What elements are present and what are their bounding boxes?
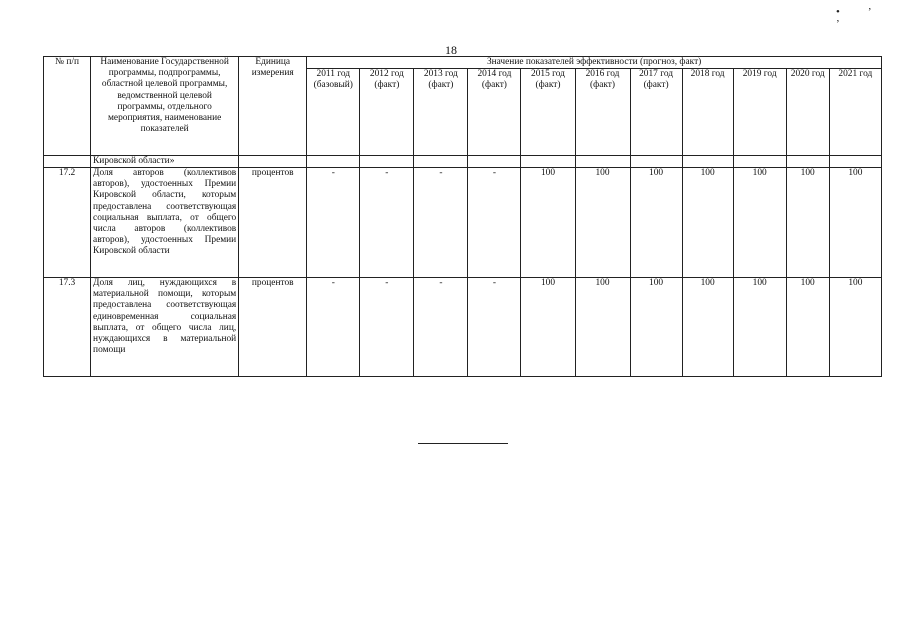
- header-year: 2013 год (факт): [414, 69, 468, 156]
- row-value: -: [468, 278, 521, 377]
- row-value: 100: [521, 168, 575, 278]
- row-value: 100: [733, 278, 786, 377]
- row-value: -: [414, 278, 468, 377]
- row-value: 100: [682, 168, 733, 278]
- row-value: -: [307, 168, 360, 278]
- row-value: -: [360, 168, 414, 278]
- table-row: [44, 278, 882, 377]
- row-value: -: [414, 168, 468, 278]
- header-year: 2015 год (факт): [521, 69, 575, 156]
- header-year: 2012 год (факт): [360, 69, 414, 156]
- header-values-group: Значение показателей эффективности (прогноз, факт): [307, 57, 882, 69]
- row-value: 100: [829, 168, 881, 278]
- row-value: 100: [786, 278, 829, 377]
- row-value: 100: [630, 278, 682, 377]
- row-unit: процентов: [239, 168, 307, 278]
- row-value: -: [360, 278, 414, 377]
- row-value: -: [468, 168, 521, 278]
- row-value: 100: [786, 168, 829, 278]
- page-number: 18: [445, 43, 457, 57]
- header-year: 2021 год: [829, 69, 881, 156]
- row-value: 100: [733, 168, 786, 278]
- header-year: 2018 год: [682, 69, 733, 156]
- header-year: 2011 год (базовый): [307, 69, 360, 156]
- header-num: № п/п: [44, 57, 91, 156]
- row-unit: процентов: [239, 278, 307, 377]
- continuation-text: Кировской области»: [91, 156, 239, 168]
- header-year: 2020 год: [786, 69, 829, 156]
- row-value: 100: [575, 278, 630, 377]
- header-year: 2017 год (факт): [630, 69, 682, 156]
- footer-rule: [418, 443, 508, 444]
- header-name: Наименование Государственной программы, подпрограммы, областной целевой программы, ведомственной целевой программы, отдельного мероприятия, наименование показателей: [91, 57, 239, 156]
- row-name: Доля авторов (коллективов авторов), удостоенных Премии Кировской области, которым предоставлена соответствующая социальная выплата, от общего числа авторов (коллективов авторов), удостоенных Премии Кировской области: [91, 168, 239, 278]
- indicators-table: [43, 56, 882, 377]
- row-value: 100: [575, 168, 630, 278]
- row-num: 17.3: [44, 278, 91, 377]
- header-year: 2016 год (факт): [575, 69, 630, 156]
- continuation-row: [44, 156, 882, 168]
- row-name: Доля лиц, нуждающихся в материальной помощи, которым предоставлена соответствующая единовременная социальная выплата, от общего числа лиц, нуждающихся в материальной помощи: [91, 278, 239, 377]
- row-num: 17.2: [44, 168, 91, 278]
- row-value: 100: [829, 278, 881, 377]
- header-unit: Единица измерения: [239, 57, 307, 156]
- row-value: 100: [521, 278, 575, 377]
- header-year: 2019 год: [733, 69, 786, 156]
- row-value: 100: [630, 168, 682, 278]
- scan-marks: •’ ’: [836, 6, 900, 30]
- header-year: 2014 год (факт): [468, 69, 521, 156]
- row-value: -: [307, 278, 360, 377]
- table-row: [44, 168, 882, 278]
- row-value: 100: [682, 278, 733, 377]
